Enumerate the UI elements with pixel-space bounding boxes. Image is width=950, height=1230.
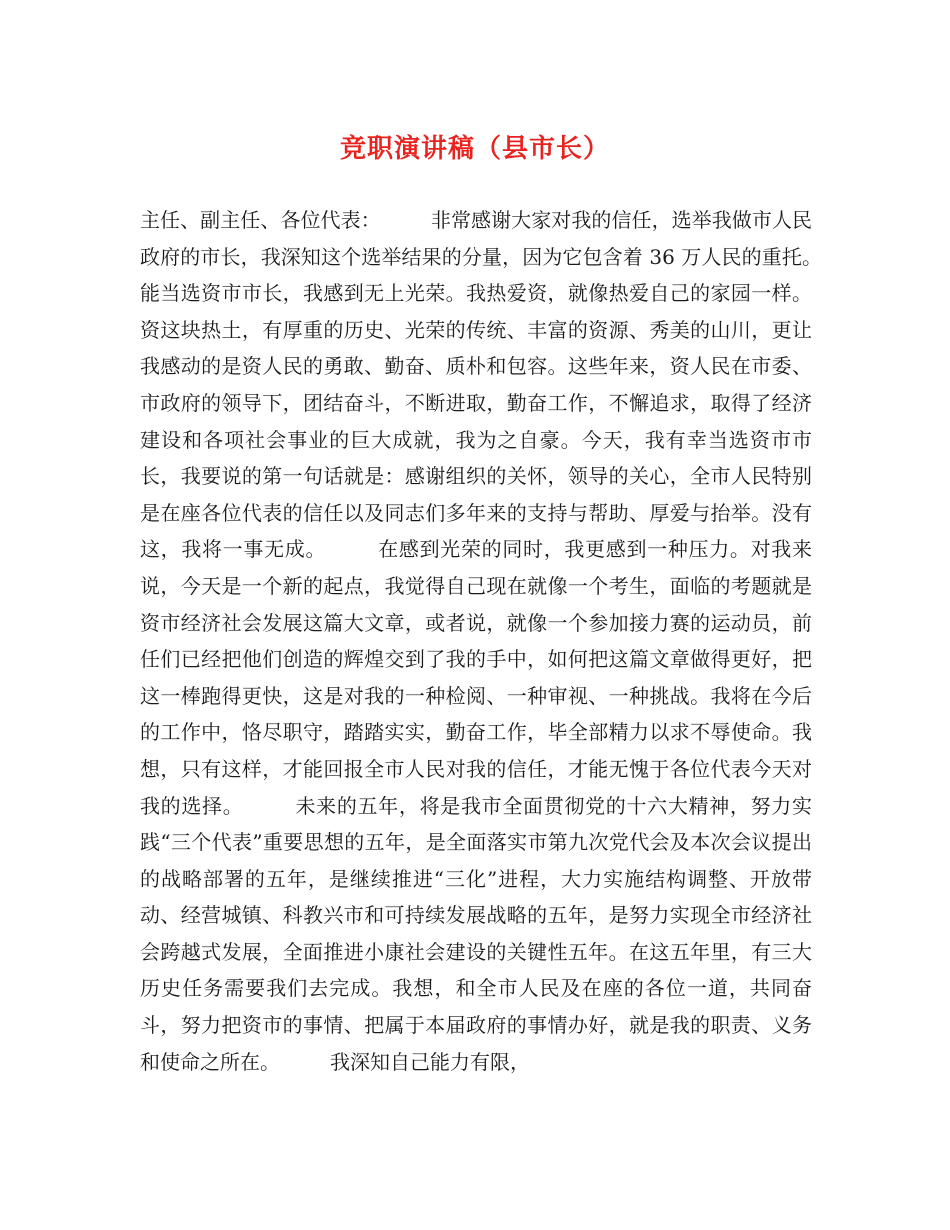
document-title: 竞职演讲稿（县市长） bbox=[339, 134, 610, 164]
document-body: 主任、副主任、各位代表： 非常感谢大家对我的信任，选举我做市人民政府的市长，我深知这个选举结果的分量，因为它包含着 36 万人民的重托。 能当选资市市长，我感到无上光荣。我热爱资，就像热爱自己的家园一样。资这块热土，有厚重的历史、光荣的传统、丰富的资源、秀美的山川，更让我感动的是资人民的勇敢、勤奋、质朴和包容。这些年来，资人民在市委、市政府的领导下，团结奋斗，不断进取，勤奋工作，不懈追求，取得了经济建设和各项社会事业的巨大成就，我为之自豪。今天，我有幸当选资市市长，我要说的第一句话就是：感谢组织的关怀，领导的关心，全市人民特别是在座各位代表的信任以及同志们多年来的支持与帮助、厚爱与抬举。没有这，我将一事无成。 在感到光荣的同时，我更感到一种压力。对我来说，今天是一个新的起点，我觉得自己现在就像一个考生，面临的考题就是资市经济社会发展这篇大文章，或者说，就像一个参加接力赛的运动员，前任们已经把他们创造的辉煌交到了我的手中，如何把这篇文章做得更好，把这一棒跑得更快，这是对我的一种检阅、一种审视、一种挑战。我将在今后的工作中，恪尽职守，踏踏实实，勤奋工作，毕全部精力以求不辱使命。我想，只有这样，才能回报全市人民对我的信任，才能无愧于各位代表今天对我的选择。 未来的五年，将是我市全面贯彻党的十六大精神，努力实践“三个代表”重要思想的五年，是全面落实市第九次党代会及本次会议提出的战略部署的五年，是继续推进“三化”进程，大力实施结构调整、开放带动、经营城镇、科教兴市和可持续发展战略的五年，是努力实现全市经济社会跨越式发展，全面推进小康社会建设的关键性五年。在这五年里，有三大历史任务需要我们去完成。我想，和全市人民及在座的各位一道，共同奋斗，努力把资市的事情、把属于本届政府的事情办好，就是我的职责、义务和使命之所在。 我深知自己能力有限， bbox=[140, 208, 872, 1074]
